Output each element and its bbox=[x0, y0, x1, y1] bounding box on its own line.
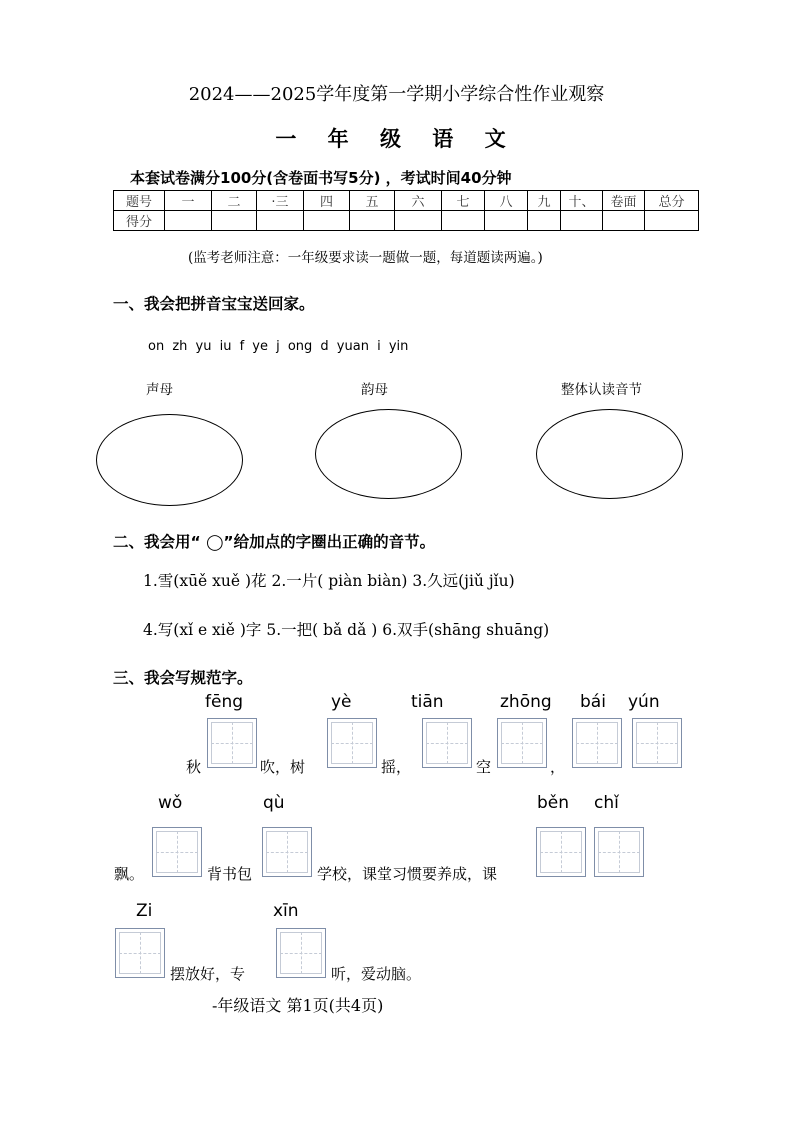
cell: 得分 bbox=[114, 211, 165, 231]
cell: 总分 bbox=[645, 191, 699, 211]
answer-ellipse[interactable] bbox=[315, 409, 462, 499]
writing-box[interactable] bbox=[115, 928, 165, 978]
pinyin-label: běn bbox=[537, 793, 570, 813]
writing-box[interactable] bbox=[422, 718, 472, 768]
score-cell[interactable] bbox=[304, 211, 350, 231]
cell: 四 bbox=[304, 191, 350, 211]
pinyin-label: Zi bbox=[136, 901, 153, 921]
score-cell[interactable] bbox=[645, 211, 699, 231]
sentence-text: 吹，树 bbox=[260, 758, 306, 776]
score-cell[interactable] bbox=[603, 211, 645, 231]
pinyin-list: on zh yu iu f ye j ong d yuan i yin bbox=[148, 339, 409, 354]
pinyin-label: chǐ bbox=[594, 793, 619, 813]
sentence-text: 听，爱动脑。 bbox=[331, 965, 422, 983]
cell: 十、 bbox=[561, 191, 603, 211]
question-line: 1.雪(xūě xuě )花 2.一片( piàn biàn) 3.久远(jiǔ jǐu) bbox=[143, 572, 515, 590]
score-cell[interactable] bbox=[257, 211, 304, 231]
writing-box[interactable] bbox=[497, 718, 547, 768]
score-cell[interactable] bbox=[212, 211, 257, 231]
pinyin-label: xīn bbox=[273, 901, 299, 921]
cell: 一 bbox=[165, 191, 212, 211]
category-label: 整体认读音节 bbox=[561, 382, 642, 398]
writing-box[interactable] bbox=[262, 827, 312, 877]
cell: 九 bbox=[528, 191, 561, 211]
cell: 题号 bbox=[114, 191, 165, 211]
sentence-text: 秋 bbox=[186, 758, 202, 776]
page-footer: -年级语文 第1页(共4页) bbox=[212, 996, 384, 1015]
cell: 二 bbox=[212, 191, 257, 211]
proctor-note: (监考老师注意：一年级要求读一题做一题，每道题读两遍。) bbox=[188, 250, 543, 266]
pinyin-label: zhōng bbox=[500, 692, 552, 712]
section1-heading: 一、我会把拼音宝宝送回家。 bbox=[113, 295, 315, 313]
score-cell[interactable] bbox=[485, 211, 528, 231]
score-cell[interactable] bbox=[561, 211, 603, 231]
category-label: 声母 bbox=[146, 382, 173, 398]
sentence-text: 背书包 bbox=[207, 865, 253, 883]
score-value-row bbox=[114, 211, 699, 231]
sentence-text: 学校，课堂习惯要养成，课 bbox=[317, 865, 498, 883]
question-line: 4.写(xǐ e xiě )字 5.一把( bǎ dǎ ) 6.双手(shāng shuāng) bbox=[143, 621, 550, 639]
sentence-text: 摇， bbox=[381, 758, 412, 776]
pinyin-label: qù bbox=[263, 793, 285, 813]
answer-ellipse[interactable] bbox=[96, 414, 243, 506]
score-cell[interactable] bbox=[350, 211, 395, 231]
pinyin-label: yún bbox=[628, 692, 660, 712]
pinyin-label: bái bbox=[580, 692, 606, 712]
exam-note: 本套试卷满分100分(含卷面书写5分) ，考试时间40分钟 bbox=[130, 169, 512, 187]
writing-box[interactable] bbox=[276, 928, 326, 978]
sentence-text: ， bbox=[550, 758, 566, 776]
answer-ellipse[interactable] bbox=[536, 409, 683, 499]
cell: ·三 bbox=[257, 191, 304, 211]
sentence-text: 飘。 bbox=[114, 865, 145, 883]
score-cell[interactable] bbox=[528, 211, 561, 231]
writing-box[interactable] bbox=[594, 827, 644, 877]
writing-box[interactable] bbox=[152, 827, 202, 877]
writing-box[interactable] bbox=[207, 718, 257, 768]
writing-box[interactable] bbox=[536, 827, 586, 877]
score-header-row bbox=[114, 191, 699, 211]
score-cell[interactable] bbox=[395, 211, 442, 231]
writing-box[interactable] bbox=[572, 718, 622, 768]
pinyin-label: tiān bbox=[411, 692, 444, 712]
section2-heading: 二、我会用“ ◯”给加点的字圈出正确的音节。 bbox=[113, 533, 436, 551]
pinyin-label: fēng bbox=[205, 692, 244, 712]
pinyin-label: wǒ bbox=[158, 793, 183, 813]
category-label: 韵母 bbox=[361, 382, 388, 398]
cell: 卷面 bbox=[603, 191, 645, 211]
score-table bbox=[113, 190, 699, 231]
cell: 五 bbox=[350, 191, 395, 211]
score-cell[interactable] bbox=[165, 211, 212, 231]
cell: 六 bbox=[395, 191, 442, 211]
subject-title: 一 年 级 语 文 bbox=[275, 127, 518, 151]
writing-box[interactable] bbox=[327, 718, 377, 768]
score-cell[interactable] bbox=[442, 211, 485, 231]
pinyin-label: yè bbox=[331, 692, 352, 712]
sentence-text: 摆放好，专 bbox=[170, 965, 246, 983]
sentence-text: 空 bbox=[476, 758, 492, 776]
cell: 八 bbox=[485, 191, 528, 211]
cell: 七 bbox=[442, 191, 485, 211]
section3-heading: 三、我会写规范字。 bbox=[113, 669, 253, 687]
writing-box[interactable] bbox=[632, 718, 682, 768]
exam-title: 2024——2025学年度第一学期小学综合性作业观察 bbox=[188, 84, 605, 105]
